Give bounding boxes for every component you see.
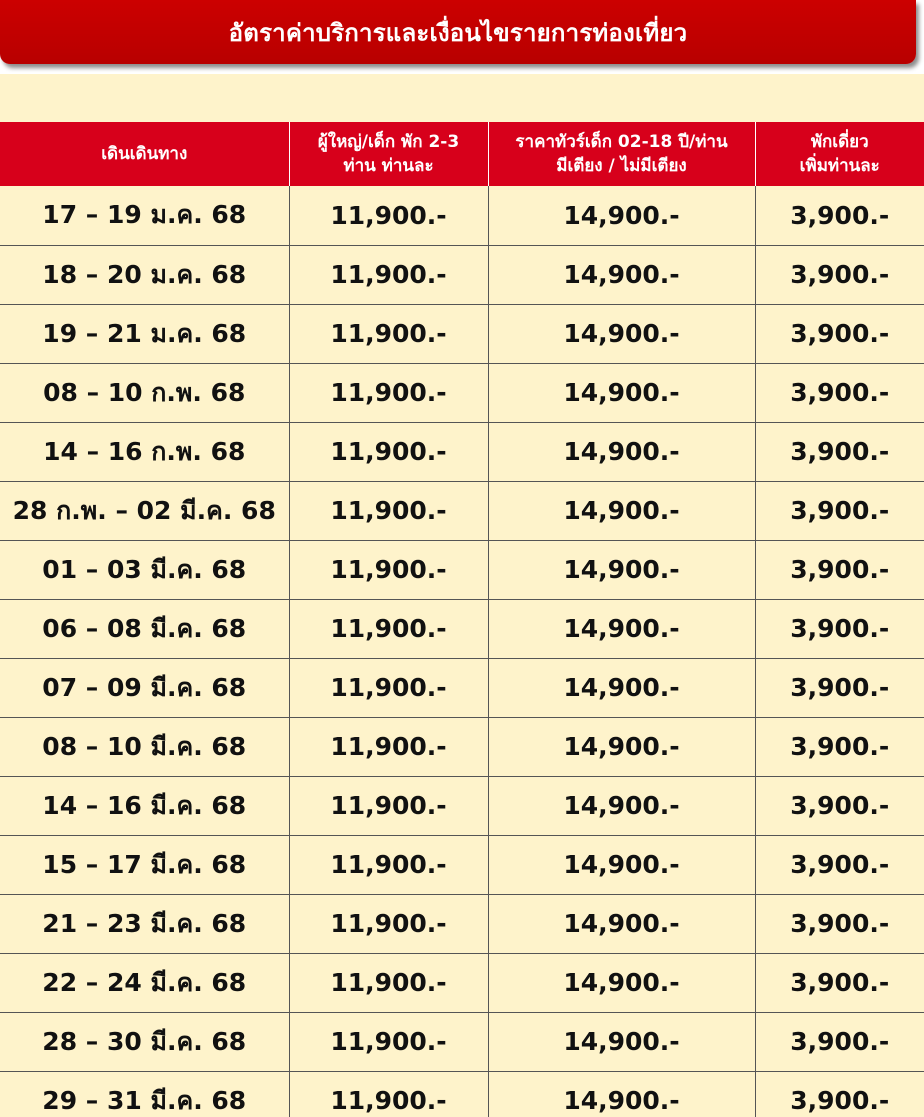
header-line: ผู้ใหญ่/เด็ก พัก 2-3 (317, 132, 460, 152)
travel-date-cell: 18 – 20 ม.ค. 68 (0, 245, 289, 304)
single-supplement-cell: 3,900.- (755, 658, 924, 717)
single-supplement-cell: 3,900.- (755, 1012, 924, 1071)
single-supplement-cell: 3,900.- (755, 953, 924, 1012)
child-price-cell: 14,900.- (488, 776, 755, 835)
header-adult-price (289, 122, 488, 186)
table-row (0, 776, 924, 835)
travel-date-cell: 06 – 08 มี.ค. 68 (0, 599, 289, 658)
header-single-supplement (755, 122, 924, 186)
child-price-cell: 14,900.- (488, 540, 755, 599)
single-supplement-cell: 3,900.- (755, 717, 924, 776)
table-row (0, 245, 924, 304)
child-price-cell: 14,900.- (488, 953, 755, 1012)
table-row (0, 363, 924, 422)
single-supplement-cell: 3,900.- (755, 304, 924, 363)
table-row (0, 894, 924, 953)
adult-price-cell: 11,900.- (289, 953, 488, 1012)
travel-date-cell: 07 – 09 มี.ค. 68 (0, 658, 289, 717)
child-price-cell: 14,900.- (488, 422, 755, 481)
header-line: ท่าน ท่านละ (343, 156, 434, 176)
travel-date-cell: 01 – 03 มี.ค. 68 (0, 540, 289, 599)
child-price-cell: 14,900.- (488, 894, 755, 953)
travel-date-cell: 29 – 31 มี.ค. 68 (0, 1071, 289, 1117)
single-supplement-cell: 3,900.- (755, 1071, 924, 1117)
travel-date-cell: 21 – 23 มี.ค. 68 (0, 894, 289, 953)
adult-price-cell: 11,900.- (289, 363, 488, 422)
header-child-price (488, 122, 755, 186)
adult-price-cell: 11,900.- (289, 658, 488, 717)
header-line: มีเตียง / ไม่มีเตียง (556, 156, 687, 176)
adult-price-cell: 11,900.- (289, 776, 488, 835)
travel-date-cell: 15 – 17 มี.ค. 68 (0, 835, 289, 894)
table-row (0, 599, 924, 658)
table-row (0, 658, 924, 717)
adult-price-cell: 11,900.- (289, 186, 488, 245)
child-price-cell: 14,900.- (488, 1012, 755, 1071)
travel-date-cell: 28 – 30 มี.ค. 68 (0, 1012, 289, 1071)
rates-table-header (0, 122, 924, 186)
travel-date-cell: 22 – 24 มี.ค. 68 (0, 953, 289, 1012)
header-row (0, 122, 924, 186)
adult-price-cell: 11,900.- (289, 1071, 488, 1117)
header-line: ราคาทัวร์เด็ก 02-18 ปี/ท่าน (515, 132, 728, 152)
child-price-cell: 14,900.- (488, 658, 755, 717)
single-supplement-cell: 3,900.- (755, 245, 924, 304)
travel-date-cell: 19 – 21 ม.ค. 68 (0, 304, 289, 363)
single-supplement-cell: 3,900.- (755, 540, 924, 599)
adult-price-cell: 11,900.- (289, 304, 488, 363)
adult-price-cell: 11,900.- (289, 717, 488, 776)
single-supplement-cell: 3,900.- (755, 186, 924, 245)
header-line: เดินเดินทาง (101, 144, 188, 164)
child-price-cell: 14,900.- (488, 304, 755, 363)
adult-price-cell: 11,900.- (289, 599, 488, 658)
table-row (0, 717, 924, 776)
travel-date-cell: 08 – 10 มี.ค. 68 (0, 717, 289, 776)
table-row (0, 540, 924, 599)
travel-date-cell: 17 – 19 ม.ค. 68 (0, 186, 289, 245)
adult-price-cell: 11,900.- (289, 1012, 488, 1071)
table-row (0, 481, 924, 540)
travel-date-cell: 28 ก.พ. – 02 มี.ค. 68 (0, 481, 289, 540)
rates-table-body (0, 186, 924, 1117)
page-title: อัตราค่าบริการและเงื่อนไขรายการท่องเที่ยว (228, 18, 688, 47)
child-price-cell: 14,900.- (488, 245, 755, 304)
table-row (0, 1012, 924, 1071)
header-travel-date (0, 122, 289, 186)
title-banner (0, 0, 916, 64)
child-price-cell: 14,900.- (488, 835, 755, 894)
adult-price-cell: 11,900.- (289, 894, 488, 953)
child-price-cell: 14,900.- (488, 717, 755, 776)
single-supplement-cell: 3,900.- (755, 481, 924, 540)
child-price-cell: 14,900.- (488, 1071, 755, 1117)
title-band (0, 0, 924, 74)
travel-date-cell: 08 – 10 ก.พ. 68 (0, 363, 289, 422)
table-row (0, 304, 924, 363)
single-supplement-cell: 3,900.- (755, 363, 924, 422)
child-price-cell: 14,900.- (488, 363, 755, 422)
child-price-cell: 14,900.- (488, 186, 755, 245)
travel-date-cell: 14 – 16 มี.ค. 68 (0, 776, 289, 835)
table-row (0, 422, 924, 481)
single-supplement-cell: 3,900.- (755, 894, 924, 953)
header-line: พักเดี่ยว (810, 132, 869, 152)
adult-price-cell: 11,900.- (289, 481, 488, 540)
travel-date-cell: 14 – 16 ก.พ. 68 (0, 422, 289, 481)
header-line: เพิ่มท่านละ (799, 156, 880, 176)
adult-price-cell: 11,900.- (289, 245, 488, 304)
table-row (0, 1071, 924, 1117)
single-supplement-cell: 3,900.- (755, 835, 924, 894)
single-supplement-cell: 3,900.- (755, 776, 924, 835)
single-supplement-cell: 3,900.- (755, 599, 924, 658)
single-supplement-cell: 3,900.- (755, 422, 924, 481)
adult-price-cell: 11,900.- (289, 422, 488, 481)
table-row (0, 953, 924, 1012)
table-row (0, 835, 924, 894)
adult-price-cell: 11,900.- (289, 540, 488, 599)
child-price-cell: 14,900.- (488, 481, 755, 540)
rates-table (0, 122, 924, 1117)
table-row (0, 186, 924, 245)
child-price-cell: 14,900.- (488, 599, 755, 658)
adult-price-cell: 11,900.- (289, 835, 488, 894)
